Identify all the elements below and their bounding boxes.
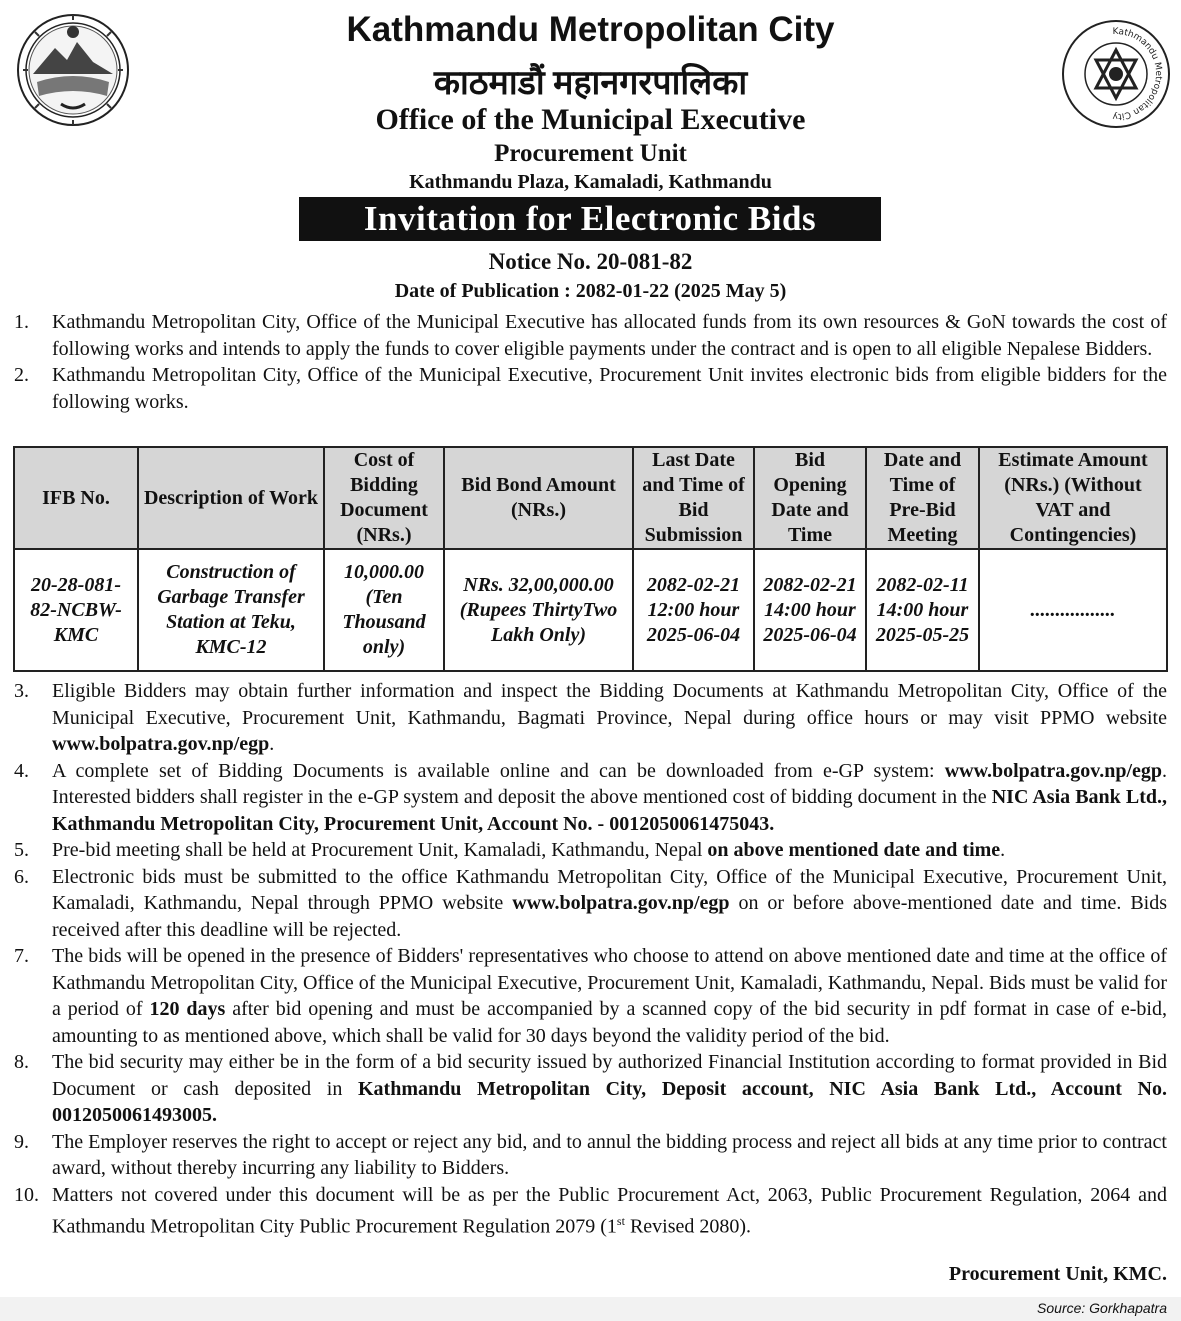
col-estimate: Estimate Amount (NRs.) (Without VAT and Contingencies) <box>979 447 1167 549</box>
cell-prebid-date: 2082-02-11 14:00 hour 2025-05-25 <box>866 549 979 671</box>
cell-ifb-no: 20-28-081-82-NCBW-KMC <box>14 549 138 671</box>
source-bar <box>0 1297 1181 1321</box>
table-row <box>14 549 1167 671</box>
clause-8: 8. The bid security may either be in the form of a bid security issued by authorized Financial Institution according to format provided in Bid Document or cash deposited in Kathmandu Metropolitan City, Deposit account, NIC Asia Bank Ltd., Account No. 0012050061493005. <box>14 1051 1167 1126</box>
publication-date: Date of Publication : 2082-01-22 (2025 May 5) <box>394 280 787 302</box>
col-description: Description of Work <box>138 447 324 549</box>
notice-number: Notice No. 20-081-82 <box>488 249 693 274</box>
col-bid-bond: Bid Bond Amount (NRs.) <box>444 447 633 549</box>
invitation-banner: Invitation for Electronic Bids <box>299 197 881 241</box>
kmc-seal-icon <box>1060 18 1172 130</box>
intro-clauses <box>14 309 1167 415</box>
clause-7: 7. The bids will be opened in the presence of Bidders' representatives who choose to attend on above mentioned date and time at the office of Kathmandu Metropolitan City, Office of the Municipal Executive, Procurement Unit, Kamaladi, Kathmandu, Nepal. Bids must be valid for a period of 120 days after bid opening and must be accompanied by a scanned copy of the bid security in pdf format in case of e-bid, amounting to as mentioned above, which shall be valid for 30 days beyond the validity period of the bid. <box>14 945 1167 1047</box>
col-last-date: Last Date and Time of Bid Submission <box>633 447 754 549</box>
cell-estimate: ................. <box>979 549 1167 671</box>
clause-4: 4. A complete set of Bidding Documents is available online and can be downloaded from e-GP system: www.bolpatra.gov.np/egp. Interested bidders shall register in the e-GP system and deposit the above mentioned cost of bidding document in the NIC Asia Bank Ltd., Kathmandu Metropolitan City, Procurement Unit, Account No. - 0012050061475043. <box>14 759 1167 835</box>
clause-2: 2. Kathmandu Metropolitan City, Office of the Municipal Executive, Procurement Unit invites electronic bids from eligible bidders for the following works. <box>14 364 1167 413</box>
cell-opening-date: 2082-02-21 14:00 hour 2025-06-04 <box>754 549 866 671</box>
source-credit: Source: Gorkhapatra <box>1037 1300 1167 1316</box>
notice-header <box>0 0 1181 300</box>
clause-9: 9. The Employer reserves the right to accept or reject any bid, and to annul the bidding process and reject all bids at any time prior to contract award, without thereby incurring any liability to Bidders. <box>14 1130 1167 1179</box>
clause-5: 5. Pre-bid meeting shall be held at Procurement Unit, Kamaladi, Kathmandu, Nepal on above mentioned date and time. <box>14 839 1006 861</box>
clause-10: 10. Matters not covered under this document will be as per the Public Procurement Act, 2063, Public Procurement Regulation, 2064 and Kathmandu Metropolitan City Public Procurement Regulation 2079 (1st Revised 2080). <box>14 1183 1167 1238</box>
bids-table <box>13 446 1168 672</box>
col-prebid-date: Date and Time of Pre-Bid Meeting <box>866 447 979 549</box>
clause-1: 1. Kathmandu Metropolitan City, Office of the Municipal Executive has allocated funds from its own resources & GoN towards the cost of following works and intends to apply the funds to cover eligible payments under the contract and is open to all eligible Nepalese Bidders. <box>14 311 1167 360</box>
cell-description: Construction of Garbage Transfer Station at Teku, KMC-12 <box>138 549 324 671</box>
office-address: Kathmandu Plaza, Kamaladi, Kathmandu <box>409 171 772 193</box>
office-name: Office of the Municipal Executive <box>375 103 806 136</box>
col-opening-date: Bid Opening Date and Time <box>754 447 866 549</box>
col-cost-document: Cost of Bidding Document (NRs.) <box>324 447 444 549</box>
terms-clauses <box>14 678 1167 1240</box>
cell-cost-document: 10,000.00 (Ten Thousand only) <box>324 549 444 671</box>
clause-6: 6. Electronic bids must be submitted to the office Kathmandu Metropolitan City, Office of the Municipal Executive, Procurement Unit, Kamaladi, Kathmandu, Nepal through PPMO website www.bolpatra.gov.np/egp on or before above-mentioned date and time. Bids received after this deadline will be rejected. <box>14 865 1167 941</box>
table-header-row <box>14 447 1167 549</box>
clause-3: 3. Eligible Bidders may obtain further information and inspect the Bidding Documents at Kathmandu Metropolitan City, Office of the Municipal Executive, Procurement Unit, Kathmandu, Bagmati Province, Nepal during office hours or may visit PPMO website www.bolpatra.gov.np/egp. <box>14 680 1167 755</box>
cell-bid-bond: NRs. 32,00,000.00 (Rupees ThirtyTwo Lakh Only) <box>444 549 633 671</box>
cell-last-date: 2082-02-21 12:00 hour 2025-06-04 <box>633 549 754 671</box>
page-title: Kathmandu Metropolitan City <box>346 10 835 49</box>
unit-name: Procurement Unit <box>494 140 687 167</box>
nepali-title: काठमाडौं महानगरपालिका <box>433 65 748 102</box>
signature: Procurement Unit, KMC. <box>948 1263 1167 1285</box>
col-ifb-no: IFB No. <box>14 447 138 549</box>
seal-text: Kathmandu Metropolitan City <box>1112 26 1164 122</box>
